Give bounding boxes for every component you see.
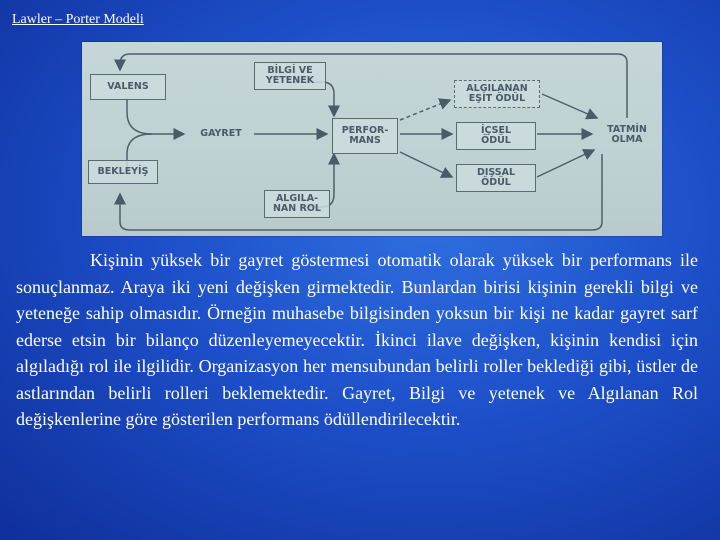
node-bilgi-yetenek: BİLGİ VE YETENEK: [254, 62, 326, 90]
arrow-dissal-tatmin: [537, 150, 594, 177]
node-algilanan-rol: ALGILA- NAN ROL: [264, 190, 330, 218]
arrow-performans-dissal: [400, 152, 452, 177]
arrow-odul-tatmin: [542, 94, 597, 118]
node-performans: PERFOR- MANS: [332, 118, 398, 154]
lawler-porter-diagram: [82, 42, 662, 236]
arrow-valens-gayret: [127, 98, 184, 134]
explanation-paragraph: Kişinin yüksek bir gayret göstermesi otomatik olarak yüksek bir performans ile sonuçlanmaz. Araya iki yeni değişken girmektedir. Bunlardan birisi kişinin gerekli bilgi ve yeteneğe sahip olmasıdır. Örneğin muhasebe bilgisinden yoksun bir kişi ne kadar gayret sarf ederse etsin bir bilanço düzenleyemeyecektir. İkinci ilave değişken, kişinin kendisi için algıladığı rol ile ilgilidir. Organizasyon her mensubundan belirli roller beklediği gibi, üstler de astlarından belirli rolleri beklemektedir. Gayret, Bilgi ve yetenek ve Algılanan Rol değişkenlerine göre gösterilen performans ödüllendirilecektir.: [16, 250, 698, 429]
node-tatmin: TATMİN OLMA: [607, 124, 647, 145]
node-gayret: GAYRET: [200, 128, 242, 139]
node-bekleyis: BEKLEYİŞ: [88, 160, 158, 184]
feedback-top-loop: [120, 54, 627, 118]
node-algilanan-odul: ALGILANAN EŞİT ÖDÜL: [454, 80, 540, 108]
node-icsel-odul: İÇSEL ÖDÜL: [456, 122, 536, 150]
slide-title: Lawler – Porter Modeli: [12, 12, 144, 27]
node-valens: VALENS: [90, 74, 166, 100]
node-dissal-odul: DIŞSAL ÖDÜL: [456, 164, 536, 192]
explanation-text: [16, 247, 698, 433]
arrow-performans-odul: [400, 100, 450, 120]
